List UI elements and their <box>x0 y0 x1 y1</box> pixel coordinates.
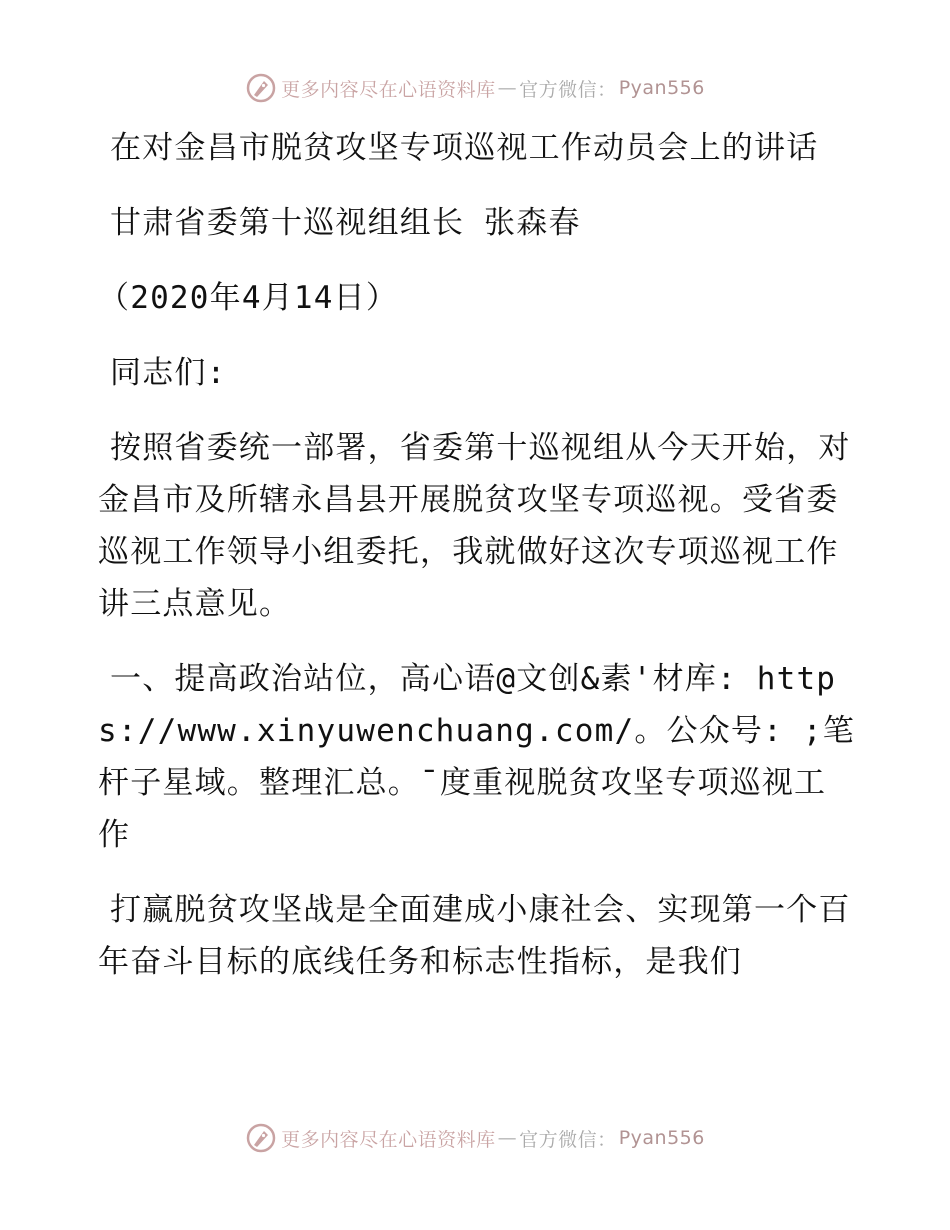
watermark-dash: — <box>497 1127 518 1149</box>
watermark-wechat-label: 官方微信： <box>519 78 617 101</box>
pen-nib-circle-icon <box>245 72 277 104</box>
watermark-wechat-label: 官方微信： <box>519 1128 617 1151</box>
document-salutation: 同志们: <box>110 355 227 391</box>
watermark-header <box>0 72 950 104</box>
pen-nib-circle-icon <box>245 1122 277 1154</box>
document-body <box>98 122 858 1011</box>
watermark-dash: — <box>497 77 518 99</box>
watermark-footer <box>0 1122 950 1154</box>
watermark-site-text: 更多内容尽在心语资料库 <box>281 78 496 101</box>
paragraph-3: 打赢脱贫攻坚战是全面建成小康社会、实现第一个百年奋斗目标的底线任务和标志性指标，是我们 <box>98 892 851 980</box>
watermark-site-text: 更多内容尽在心语资料库 <box>281 1128 496 1151</box>
watermark-wechat-id: Pyan556 <box>618 77 705 99</box>
paragraph-2: 一、提高政治站位，高心语@文创&素'材库: https://www.xinyuwenchuang.com/。公众号: ;笔杆子星域。整理汇总。¯度重视脱贫攻坚专项巡视工作 <box>98 661 855 853</box>
document-title: 在对金昌市脱贫攻坚专项巡视工作动员会上的讲话 <box>110 130 819 166</box>
watermark-wechat-id: Pyan556 <box>618 1127 705 1149</box>
document-author: 甘肃省委第十巡视组组长 张森春 <box>110 205 581 241</box>
document-date: （2020年4月14日） <box>98 280 399 316</box>
paragraph-1: 按照省委统一部署，省委第十巡视组从今天开始，对金昌市及所辖永昌县开展脱贫攻坚专项巡视。受省委巡视工作领导小组委托，我就做好这次专项巡视工作讲三点意见。 <box>98 430 851 622</box>
